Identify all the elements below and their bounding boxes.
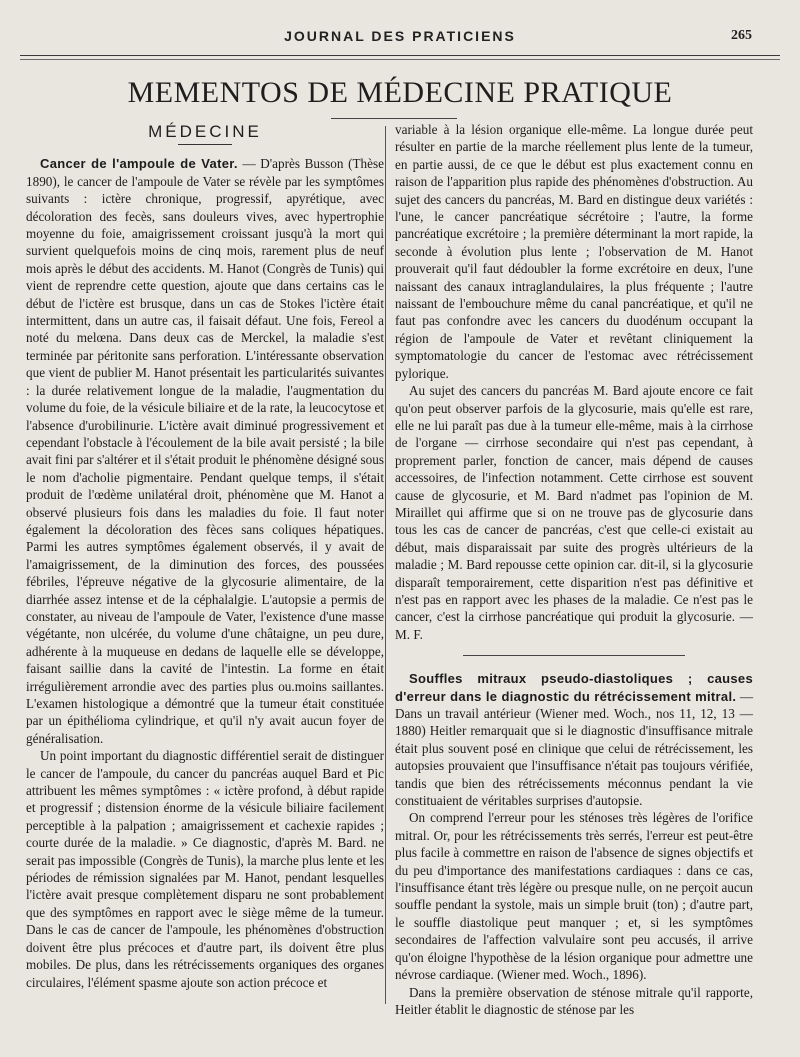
article2-paragraph-3: Dans la première observation de sténose mitrale qu'il rapporte, Heitler établit le diagnostic de sténose par les	[395, 984, 753, 1017]
page-number: 265	[731, 28, 752, 43]
header-rule	[20, 55, 780, 56]
article2-paragraph-2: On comprend l'erreur pour les sténoses très légères de l'orifice mitral. Or, pour les rétrécissements très serrés, l'erreur est peut-être plus facile à commettre en raison de l'absence de signes objectifs et du peu d'importance des manifestations cardiaques : dans ce cas, l'insuffisance étant très légère ou presque nulle, on ne perçoit aucun souffle pendant la systole, mais un simple bruit (ton) ; d'autre part, le souffle diastolique peut manquer ; et, si les symptômes secondaires de l'affection valvulaire sont peu accusés, il arrive qu'on éloigne l'hypothèse de la lésion organique pour admettre une névrose cardiaque. (Wiener med. Woch., 1896).	[395, 810, 753, 983]
header-rule-thin	[20, 59, 780, 60]
article1-paragraph-2: Un point important du diagnostic différentiel serait de distinguer le cancer de l'ampoule, du cancer du pancréas auquel Bard et Pic attribuent les mêmes symptômes : « ictère profond, à début rapide et progressif ; distension énorme de la vésicule biliaire facilement perceptible à la palpation ; amaigrissement et cachexie rapides ; courte durée de la maladie. » Ce diagnostic, d'après M. Bard. ne serait pas impossible (Congrès de Tunis), la marche plus lente et les périodes de rémission signalées par M. Hanot, pendant lesquelles l'ictère avait presque complètement disparu ne sont probablement que des symptômes en rapport avec le siège même de la tumeur. Dans le cas de cancer de l'ampoule, les phénomènes d'obstruction doivent être plus précoces et d'autre part, ils doivent être plus mobiles. De plus, dans les rétrécissements organiques des organes circulaires, l'élément spasme ajoute son action précoce et	[26, 748, 384, 990]
section-title: MEMENTOS DE MÉDECINE PRATIQUE	[127, 76, 673, 109]
subsection-rule	[178, 144, 232, 145]
article1-paragraph-4: Au sujet des cancers du pancréas M. Bard ajoute encore ce fait qu'on peut observer parfois de la glycosurie, mais qu'elle est rare, elle ne lui paraît pas due à la tumeur elle-même, mais à la cirrhose de l'organe — cirrhose secondaire qui n'est pas cependant, à proprement parler, fonction de cancer, mais dépend de causes accessoires, de l'infection notamment. Cette cirrhose est souvent cause de glycosurie, et M. Bard n'admet pas l'opinion de M. Miraillet qui affirme que si on ne trouve pas de glycosurie dans tous les cas de cancer de pancréas, c'est que celle-ci existait au début, mais disparaissait par suite des progrès ultérieurs de la maladie ; M. Bard repousse cette opinion car. dit-il, si la glycosurie disparaît temporairement, cette disparition n'est pas définitive et n'est pas en rapport avec les phases de la maladie. Ce n'est pas le cancer, c'est la cirrhose pancréatique qui produit la glycosurie. — M. F.	[395, 383, 753, 642]
article-separator	[463, 655, 685, 656]
article2-lead: Souffles mitraux pseudo-diastoliques ; causes d'erreur dans le diagnostic du rétrécissement mitral.	[395, 671, 753, 704]
running-head	[0, 28, 800, 48]
right-column	[395, 121, 753, 1018]
column-divider	[385, 126, 386, 1004]
article1-paragraph-3: variable à la lésion organique elle-même. La longue durée peut résulter en partie de la marche réellement plus lente de la tumeur, en partie aussi, de ce que le début est plus exactement connu en raison de l'apparition plus rapide des phénomènes d'obstruction. Au sujet des cancers du pancréas, M. Bard en distingue deux variétés : l'une, le cancer pancréatique sécrétoire ; l'autre, la forme pancréatique excrétoire ; la première déterminant la mort rapide, la seconde à évolution plus lente ; l'observation de M. Hanot prouverait qu'il faut dédoubler la forme excrétoire en deux, l'une naissant des canaux intraglandulaires, la plus fréquente ; l'autre naissant de l'embouchure même du canal pancréatique, et qu'il ne faut pas confondre avec les cancers du duodénum occupant la région de l'ampoule de Vater et revêtant cliniquement la symptomatologie du cancer de l'estomac avec rétrécissement pylorique.	[395, 122, 753, 381]
subsection-heading: MÉDECINE	[148, 122, 262, 141]
article1-lead: Cancer de l'ampoule de Vater.	[40, 156, 238, 172]
journal-title: JOURNAL DES PRATICIENS	[284, 28, 516, 44]
article1-paragraph-1	[26, 155, 384, 747]
article2-p1-text: — Dans un travail antérieur (Wiener med. Woch., nos 11, 12, 13 — 1880) Heitler remarquait que si le diagnostic d'insuffisance mitrale était plus souvent posé en clinique que celui de rétrécissement, les autopsies prouvaient que l'insuffisance n'était pas toujours vérifiée, tandis que bien des rétrécissements méconnus pendant la vie constituaient de véritables surprises d'autopsie.	[395, 688, 753, 809]
left-column	[26, 118, 384, 991]
article1-p1-text: — D'après Busson (Thèse 1890), le cancer de l'ampoule de Vater se révèle par les symptômes suivants : ictère chronique, progressif, apyrétique, avec décoloration des fecès, sans douleurs vives, avec hypertrophie moyenne du foie, amaigrissement croissant jusqu'à la mort qui survient quelquefois moins de cinq mois, rarement plus de neuf mois après le début des accidents. M. Hanot (Congrès de Tunis) qui vient de reprendre cette question, ajoute que dans certains cas le début de l'ictère est brusque, dans un cas de Stokes l'ictère était intermittent, dans un autre cas, il faisait défaut. Une fois, Fereol a noté du melœna. Dans deux cas de Merckel, la maladie s'est terminée par péritonite sans perforation. L'intéressante observation que vient de publier M. Hanot présentait les particularités suivantes : la durée relativement longue de la maladie, l'augmentation du volume du foie, de la vésicule biliaire et de la rate, la leucocytose et l'absence d'urobilinurie. L'ictère avait diminué progressivement et cependant l'obstacle à l'écoulement de la bile avait persisté ; la bile avait fini par s'altérer et il s'était produit le phénomène désigné sous le nom d'acholie pigmentaire. Pendant quelque temps, il s'était produit de l'œdème unilatéral droit, phénomène que M. Hanot a observé plusieurs fois dans les maladies du foie. Il faut noter également la décoloration des fèces sans coliques hépatiques. Parmi les autres symptômes également observés, il y avait de l'amaigrissement, de la diminution des forces, des poussées fébriles, l'épreuve négative de la glycosurie alimentaire, de la diarrhée assez intense et de la céphalalgie. L'autopsie a permis de constater, au niveau de l'ampoule de Vater, l'existence d'une masse végétante, non ulcérée, du volume d'une châtaigne, un peu dure, adhérente à la muqueuse en dedans de laquelle elle se développe, faisant saillie dans la cavité de l'intestin. La forme en était irrégulièrement arrondie avec des parties plus ou.moins saillantes. L'examen histologique a démontré que la tumeur était constituée par un épithélioma cylindrique, et qu'il n'y avait aucun foyer de généralisation.	[26, 156, 384, 746]
article2-paragraph-1	[395, 670, 753, 809]
